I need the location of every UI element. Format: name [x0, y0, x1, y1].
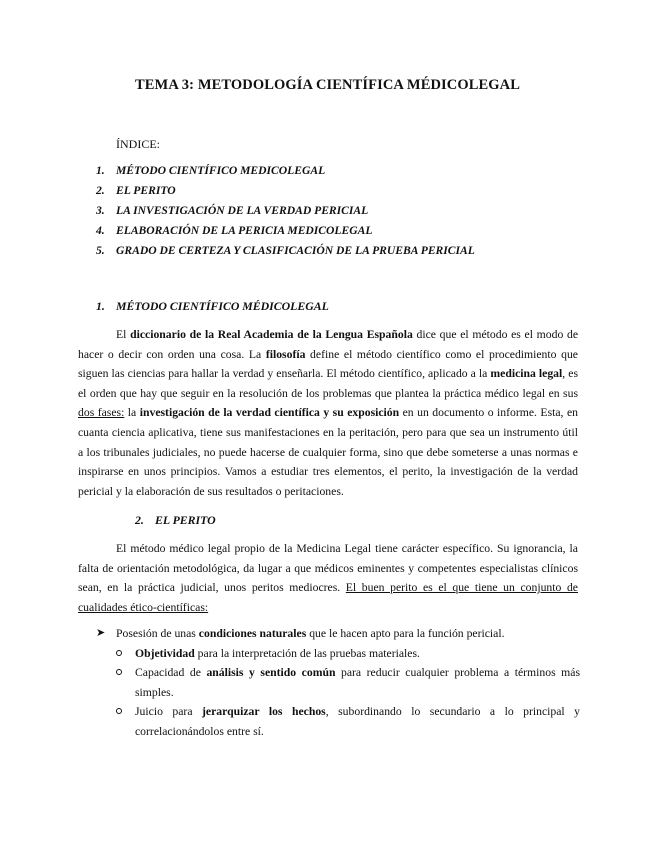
- bold-term: investigación de la verdad científica y su exposición: [139, 406, 400, 420]
- index-item-text: ELABORACIÓN DE LA PERICIA MEDICOLEGAL: [116, 224, 373, 238]
- bold-term: jerarquizar los hechos: [202, 705, 326, 719]
- text-run: la: [124, 406, 140, 420]
- text-run: para reducir cualquier problema a términos más simples.: [135, 666, 580, 699]
- text-run: , subordinando lo secundario a lo principal y correlacionándolos entre sí.: [135, 705, 581, 738]
- section-1-paragraph: [78, 325, 578, 501]
- text-run: en un documento o informe. Esta, en cuanta ciencia aplicativa, tiene sus manifestaciones en la peritación, pero para que sea un instrumento útil a los tribunales judiciales, no puede hacerse de cualquier forma, sino que debe someterse a unas normas e inspirarse en unos principios. Vamos a estudiar tres elementos, el perito, la investigación de la verdad pericial y la elaboración de sus resultados o peritaciones.: [78, 406, 578, 498]
- sub-bullet-item: [96, 702, 580, 741]
- section-2-number: 2.: [135, 513, 144, 527]
- circle-bullet-icon: [116, 708, 122, 714]
- section-2-heading: [135, 513, 216, 528]
- bold-term: filosofía: [265, 347, 306, 361]
- index-list: [96, 163, 475, 263]
- text-run: define el método científico como el procedimiento que siguen las ciencias para hallar la verdad y enseñarla. El método científico, aplicado a la: [78, 347, 578, 381]
- text-run: para la interpretación de las pruebas materiales.: [194, 646, 420, 660]
- index-item-text: MÉTODO CIENTÍFICO MEDICOLEGAL: [116, 164, 326, 177]
- arrow-bullet-icon: ➤: [96, 627, 106, 639]
- index-item: [96, 163, 475, 183]
- index-item: [96, 223, 475, 243]
- underlined-text: dos fases:: [78, 406, 125, 420]
- text-run: que le hacen apto para la función pericial.: [306, 627, 505, 640]
- index-item-text: GRADO DE CERTEZA Y CLASIFICACIÓN DE LA PRUEBA PERICIAL: [116, 244, 475, 258]
- section-2-paragraph: [78, 539, 578, 617]
- index-item-number: 4.: [96, 224, 105, 238]
- section-2-title: EL PERITO: [155, 513, 216, 527]
- page-title: TEMA 3: METODOLOGÍA CIENTÍFICA MÉDICOLEGAL: [134, 77, 521, 93]
- text-run: Capacidad de: [135, 666, 207, 680]
- index-item: [96, 203, 475, 223]
- underlined-text: El buen perito es el que tiene un conjunto de cualidades ético-científicas:: [78, 581, 578, 614]
- index-item-number: 2.: [96, 184, 105, 198]
- qualities-list: [96, 624, 580, 742]
- text-run: El: [116, 328, 131, 341]
- section-1-number: 1.: [96, 299, 105, 313]
- text-run: El método médico legal propio de la Medicina Legal tiene carácter específico. Su ignorancia, la falta de orientación metodológica, da lugar a que médicos eminentes y competentes especialistas clínicos sean, en la práctica judicial, unos peritos mediocres.: [78, 542, 578, 595]
- index-item-number: 1.: [96, 164, 105, 177]
- text-run: dice que el método es el modo de hacer o decir con orden una cosa. La: [78, 328, 579, 361]
- index-item: [96, 243, 475, 263]
- bold-term: diccionario de la Real Academia de la Lengua Española: [130, 328, 413, 341]
- index-item-number: 5.: [96, 244, 105, 258]
- index-item-number: 3.: [96, 204, 105, 218]
- sub-list: [96, 644, 580, 742]
- bullet-item: [96, 624, 580, 742]
- bold-term: medicina legal: [490, 367, 563, 381]
- section-1-title: MÉTODO CIENTÍFICO MÉDICOLEGAL: [116, 299, 329, 313]
- text-run: , es el orden que hay que seguir en la resolución de los problemas que plantea la práctica médico legal en sus: [78, 367, 578, 400]
- text-run: Juicio para: [135, 705, 202, 719]
- sub-bullet-item: [96, 663, 580, 702]
- circle-bullet-icon: [116, 669, 122, 675]
- index-item-text: LA INVESTIGACIÓN DE LA VERDAD PERICIAL: [116, 204, 369, 218]
- bold-term: análisis y sentido común: [206, 666, 336, 680]
- section-1-heading: [96, 299, 329, 314]
- text-run: Posesión de unas: [116, 627, 199, 640]
- sub-bullet-item: [96, 644, 580, 664]
- bold-term: Objetividad: [135, 646, 195, 660]
- circle-bullet-icon: [116, 650, 122, 656]
- index-item: [96, 183, 475, 203]
- index-label: ÍNDICE:: [116, 137, 160, 151]
- bold-term: condiciones naturales: [198, 627, 307, 640]
- index-item-text: EL PERITO: [116, 184, 176, 198]
